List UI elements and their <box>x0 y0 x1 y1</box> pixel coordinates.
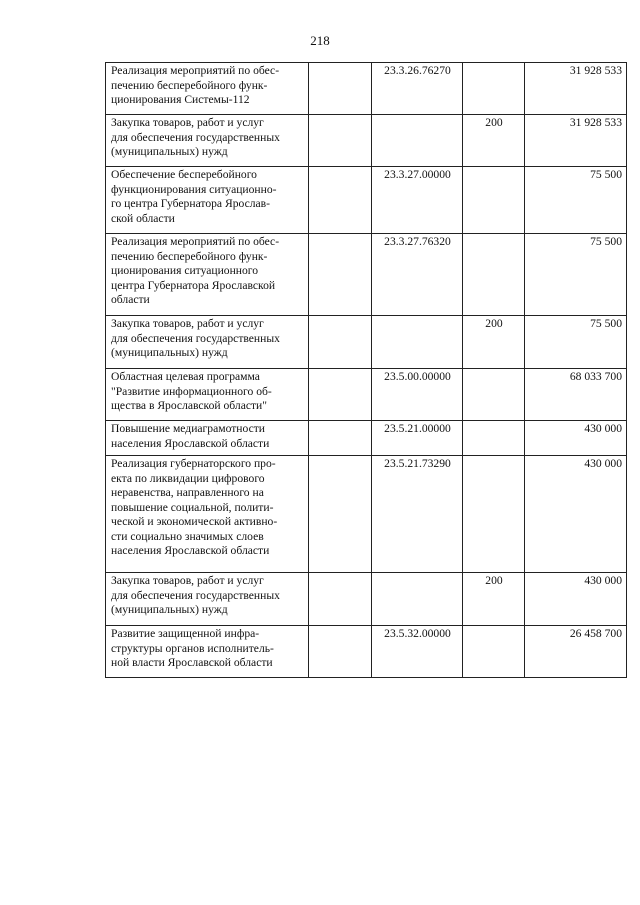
row-name-line: Областная целевая программа <box>111 370 260 383</box>
empty-cell <box>309 316 372 369</box>
page-number: 218 <box>310 33 330 48</box>
row-name-cell <box>106 573 309 626</box>
target-article-code: 23.5.21.00000 <box>372 421 463 456</box>
empty-cell <box>309 626 372 678</box>
row-name-line: для обеспечения государственных <box>111 331 280 345</box>
table-row <box>106 456 627 573</box>
row-name-line: печению бесперебойного функ- <box>111 249 268 263</box>
target-article-code: 23.5.21.73290 <box>372 456 463 573</box>
row-name-line: (муниципальных) нужд <box>111 145 228 158</box>
row-name-line: Развитие защищенной инфра- <box>111 627 260 640</box>
table-row <box>106 369 627 421</box>
target-article-code: 23.3.26.76270 <box>372 63 463 115</box>
target-article-code <box>372 573 463 626</box>
row-name-line: Закупка товаров, работ и услуг <box>111 317 264 330</box>
row-name-line: неравенства, направленного на <box>111 486 264 499</box>
row-name-line: Реализация мероприятий по обес- <box>111 235 280 248</box>
row-name-cell <box>106 167 309 234</box>
target-article-code: 23.3.27.76320 <box>372 234 463 316</box>
amount-cell: 430 000 <box>525 456 627 573</box>
empty-cell <box>309 167 372 234</box>
row-name-line: ской области <box>111 211 175 225</box>
table-row <box>106 573 627 626</box>
amount-cell: 75 500 <box>525 234 627 316</box>
row-name-line: (муниципальных) нужд <box>111 603 228 616</box>
row-name-line: щества в Ярославской области" <box>111 399 267 412</box>
row-name-line: населения Ярославской области <box>111 436 270 450</box>
row-name-line: Повышение медиаграмотности <box>111 422 265 435</box>
row-name-line: го центра Губернатора Ярослав- <box>111 197 270 210</box>
budget-table <box>105 62 627 678</box>
amount-cell: 31 928 533 <box>525 63 627 115</box>
expense-type-code <box>463 63 525 115</box>
table-row <box>106 316 627 369</box>
empty-cell <box>309 63 372 115</box>
row-name-line: повышение социальной, полити- <box>111 500 274 514</box>
amount-cell: 430 000 <box>525 421 627 456</box>
row-name-cell <box>106 234 309 316</box>
target-article-code <box>372 115 463 167</box>
table-row <box>106 115 627 167</box>
row-name-cell <box>106 115 309 167</box>
row-name-line: функционирования ситуационно- <box>111 182 277 196</box>
amount-cell: 75 500 <box>525 167 627 234</box>
expense-type-code <box>463 421 525 456</box>
row-name-cell <box>106 456 309 573</box>
target-article-code: 23.5.00.00000 <box>372 369 463 421</box>
row-name-line: Реализация губернаторского про- <box>111 457 276 470</box>
amount-cell: 430 000 <box>525 573 627 626</box>
target-article-code: 23.5.32.00000 <box>372 626 463 678</box>
empty-cell <box>309 234 372 316</box>
amount-cell: 31 928 533 <box>525 115 627 167</box>
row-name-line: населения Ярославской области <box>111 544 270 557</box>
empty-cell <box>309 456 372 573</box>
row-name-line: центра Губернатора Ярославской <box>111 278 276 292</box>
amount-cell: 75 500 <box>525 316 627 369</box>
expense-type-code <box>463 456 525 573</box>
target-article-code: 23.3.27.00000 <box>372 167 463 234</box>
row-name-line: Закупка товаров, работ и услуг <box>111 574 264 587</box>
row-name-line: сти социально значимых слоев <box>111 529 264 543</box>
table-row <box>106 167 627 234</box>
table-row <box>106 626 627 678</box>
row-name-line: для обеспечения государственных <box>111 130 280 144</box>
row-name-line: екта по ликвидации цифрового <box>111 471 265 485</box>
budget-table-body <box>106 63 627 678</box>
expense-type-code <box>463 167 525 234</box>
expense-type-code <box>463 369 525 421</box>
empty-cell <box>309 369 372 421</box>
row-name-line: Закупка товаров, работ и услуг <box>111 116 264 129</box>
table-row <box>106 63 627 115</box>
row-name-line: структуры органов исполнитель- <box>111 641 274 655</box>
expense-type-code: 200 <box>463 115 525 167</box>
expense-type-code: 200 <box>463 573 525 626</box>
row-name-cell <box>106 421 309 456</box>
row-name-cell <box>106 63 309 115</box>
row-name-line: Реализация мероприятий по обес- <box>111 64 280 77</box>
target-article-code <box>372 316 463 369</box>
expense-type-code <box>463 626 525 678</box>
row-name-cell <box>106 626 309 678</box>
row-name-line: ционирования ситуационного <box>111 264 259 277</box>
row-name-line: (муниципальных) нужд <box>111 346 228 359</box>
row-name-line: ционирования Системы-112 <box>111 93 250 106</box>
row-name-line: ческой и экономической активно- <box>111 515 278 528</box>
empty-cell <box>309 421 372 456</box>
row-name-line: для обеспечения государственных <box>111 588 280 602</box>
expense-type-code <box>463 234 525 316</box>
row-name-cell <box>106 316 309 369</box>
row-name-line: области <box>111 293 150 306</box>
row-name-cell <box>106 369 309 421</box>
expense-type-code: 200 <box>463 316 525 369</box>
row-name-line: Обеспечение бесперебойного <box>111 168 257 181</box>
amount-cell: 68 033 700 <box>525 369 627 421</box>
table-row <box>106 421 627 456</box>
row-name-line: печению бесперебойного функ- <box>111 78 268 92</box>
amount-cell: 26 458 700 <box>525 626 627 678</box>
empty-cell <box>309 573 372 626</box>
row-name-line: ной власти Ярославской области <box>111 656 273 669</box>
table-row <box>106 234 627 316</box>
row-name-line: "Развитие информационного об- <box>111 384 272 398</box>
empty-cell <box>309 115 372 167</box>
